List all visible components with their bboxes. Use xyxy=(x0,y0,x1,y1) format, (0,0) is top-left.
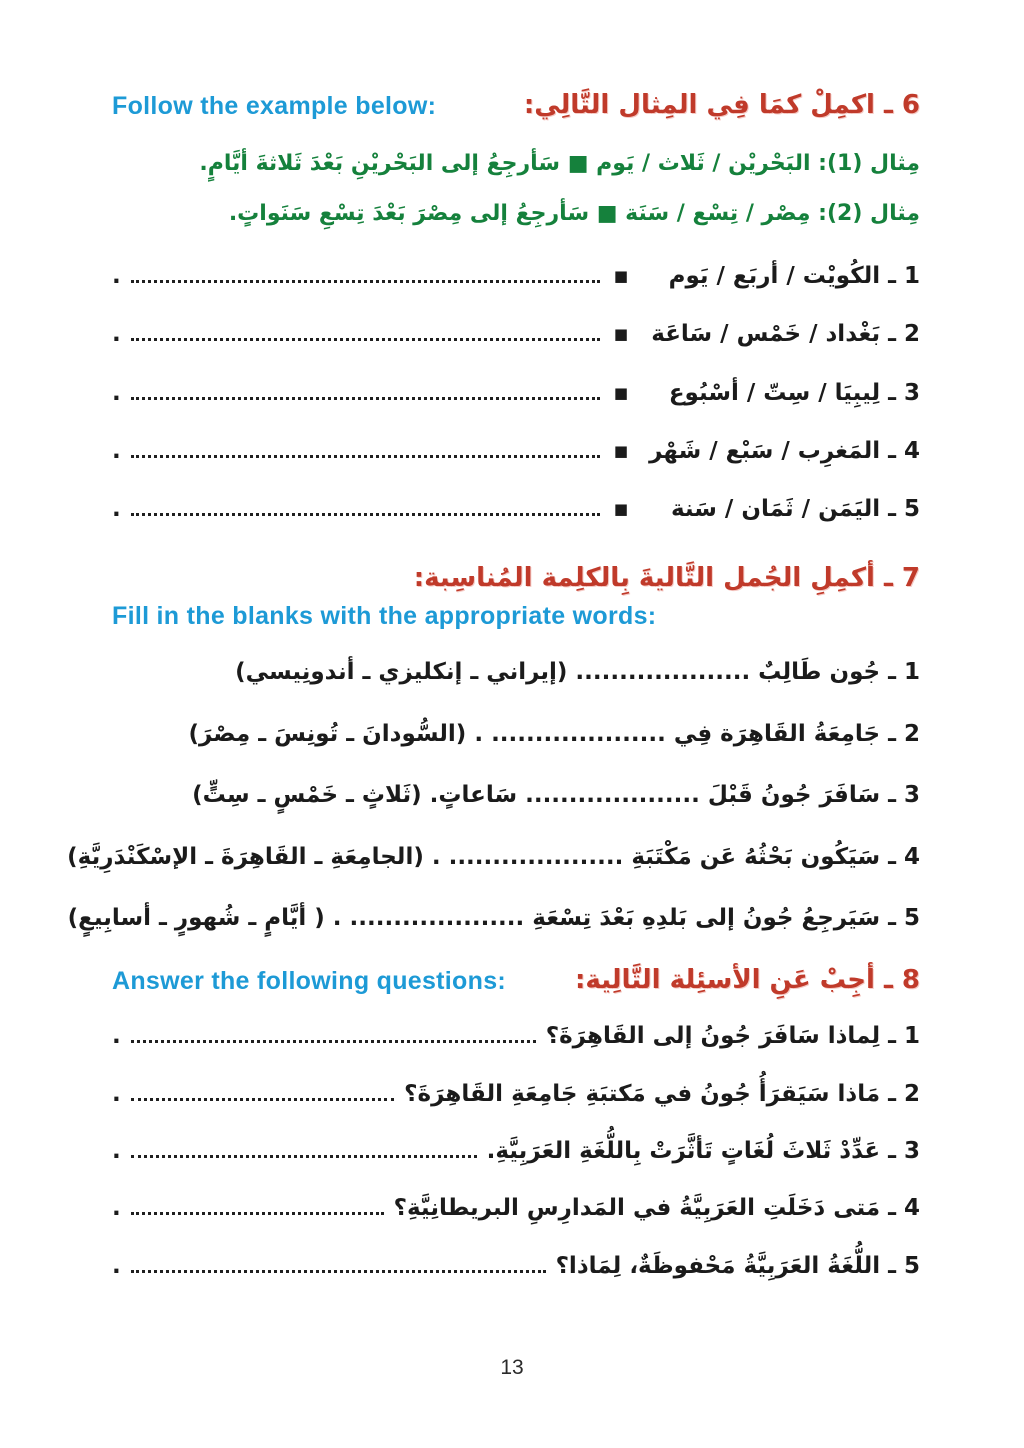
exercise-8-items xyxy=(112,1020,920,1283)
question-text: 5 ـ اللُّغَةُ العَرَبِيَّةُ مَحْفوظَةٌ، لِمَاذا؟ xyxy=(555,1252,920,1279)
item-prompt: 5 ـ اليَمَن / ثَمَان / سَنة xyxy=(670,496,920,523)
exercise-7-item-3: 3 ـ سَافَرَ جُونُ قَبْلَ .................... سَاعاتٍ. (ثَلاثٍ ـ خَمْسٍ ـ سِتٍّ) xyxy=(192,782,920,809)
dotted-answer-blank xyxy=(131,510,600,516)
exercise-6 xyxy=(112,88,920,527)
exercise-6-items xyxy=(112,260,920,527)
exercise-6-item-4 xyxy=(112,435,920,468)
exercise-6-item-1 xyxy=(112,260,920,293)
exercise-7 xyxy=(67,561,920,937)
item-prompt: 1 ـ الكُويْت / أربَع / يَوم xyxy=(668,263,920,290)
exercise-7-item-5: 5 ـ سَيَرجِعُ جُونُ إلى بَلدِهِ بَعْدَ تِسْعَةِ .................... . ( أيَّامٍ ـ شُهورٍ ـ أسابِيعٍ) xyxy=(67,905,920,932)
line-end-period: . xyxy=(112,321,121,348)
answer-marker-square: ■ xyxy=(613,325,628,344)
exercise-8-question-1 xyxy=(112,1020,920,1053)
exercise-8-english-instruction: Answer the following questions: xyxy=(112,967,507,996)
dotted-answer-blank xyxy=(131,1152,477,1158)
exercise-8-question-5 xyxy=(112,1250,920,1283)
dotted-answer-blank xyxy=(131,1095,394,1101)
dotted-answer-blank xyxy=(131,1267,546,1273)
exercise-6-item-3 xyxy=(112,377,920,410)
exercise-8-header xyxy=(112,963,920,998)
exercise-6-examples xyxy=(112,147,920,230)
dotted-answer-blank xyxy=(131,1209,384,1215)
answer-marker-square: ■ xyxy=(613,442,628,461)
exercise-6-item-2 xyxy=(112,318,920,351)
line-end-period: . xyxy=(112,496,121,523)
exercise-8-question-2 xyxy=(112,1078,920,1111)
dotted-answer-blank xyxy=(131,394,600,400)
exercise-7-arabic-heading: 7 ـ أكمِلِ الجُمل التَّاليةَ بِالكلِمة المُناسِبة: xyxy=(413,562,920,593)
line-end-period: . xyxy=(112,438,121,465)
example-line-1: مِثال (1): البَحْريْن / ثَلاث / يَوم ■ سَأرجِعُ إلى البَحْريْنِ بَعْدَ ثَلاثةَ أيَّامٍ. xyxy=(199,151,920,177)
answer-marker-square: ■ xyxy=(613,267,628,286)
item-prompt: 4 ـ المَغرِب / سَبْع / شَهْر xyxy=(649,438,920,465)
line-end-period: . xyxy=(112,1195,121,1222)
line-end-period: . xyxy=(112,1252,121,1279)
page-number: 13 xyxy=(500,1356,524,1379)
question-text: 1 ـ لِماذا سَافَرَ جُونُ إلى القَاهِرَةَ؟ xyxy=(545,1023,920,1050)
exercise-7-items xyxy=(67,655,920,937)
exercise-7-item-4: 4 ـ سَيَكُون بَحْثُهُ عَن مَكْتَبَةِ .................... . (الجامِعَةِ ـ القَاهِرَةَ ـ الإسْكَنْدَرِيَّةِ) xyxy=(67,843,920,870)
question-text: 4 ـ مَتى دَخَلَتِ العَرَبِيَّةُ في المَدارِسِ البريطانِيَّةِ؟ xyxy=(393,1195,920,1222)
example-line-2: مِثال (2): مِصْر / تِسْع / سَنَة ■ سَأرجِعُ إلى مِصْرَ بَعْدَ تِسْعِ سَنَواتٍ. xyxy=(228,201,920,227)
line-end-period: . xyxy=(112,379,121,406)
exercise-7-item-1: 1 ـ جُون طَالِبٌ .................... (إيراني ـ إنكليزي ـ أندونِيسي) xyxy=(235,658,920,685)
exercise-8 xyxy=(112,963,920,1283)
item-prompt: 2 ـ بَغْداد / خَمْس / سَاعَة xyxy=(651,321,920,348)
question-text: 3 ـ عَدِّدْ ثَلاثَ لُغَاتٍ تَأثَّرَتْ بِاللُّغَةِ العَرَبِيَّةِ. xyxy=(486,1137,920,1164)
exercise-6-item-5 xyxy=(112,493,920,526)
exercise-6-header xyxy=(112,88,920,123)
dotted-answer-blank xyxy=(131,277,600,283)
exercise-6-arabic-heading: 6 ـ اكمِلْ كمَا فِي المِثال التَّالِي: xyxy=(523,90,920,120)
question-text: 2 ـ مَاذا سَيَقرَأُ جُونُ في مَكتبَةِ جَامِعَةِ القَاهِرَةَ؟ xyxy=(404,1080,920,1107)
answer-marker-square: ■ xyxy=(613,500,628,519)
exercise-7-item-2: 2 ـ جَامِعَةُ القَاهِرَة فِي .................... . (السُّودانَ ـ تُونِسَ ـ مِصْرَ) xyxy=(188,720,920,747)
answer-marker-square: ■ xyxy=(613,383,628,402)
dotted-answer-blank xyxy=(131,1037,536,1043)
exercise-7-english-instruction: Fill in the blanks with the appropriate words: xyxy=(112,601,657,630)
line-end-period: . xyxy=(112,1023,121,1050)
exercise-8-question-3 xyxy=(112,1135,920,1168)
line-end-period: . xyxy=(112,263,121,290)
line-end-period: . xyxy=(112,1137,121,1164)
item-prompt: 3 ـ لِيبِيَا / سِتّ / أسْبُوع xyxy=(668,379,920,406)
dotted-answer-blank xyxy=(131,452,600,458)
dotted-answer-blank xyxy=(131,335,600,341)
line-end-period: . xyxy=(112,1080,121,1107)
exercise-8-arabic-heading: 8 ـ أجِبْ عَنِ الأسئِلة التَّالِية: xyxy=(575,965,920,996)
exercise-8-question-4 xyxy=(112,1192,920,1225)
exercise-6-english-instruction: Follow the example below: xyxy=(112,92,437,120)
